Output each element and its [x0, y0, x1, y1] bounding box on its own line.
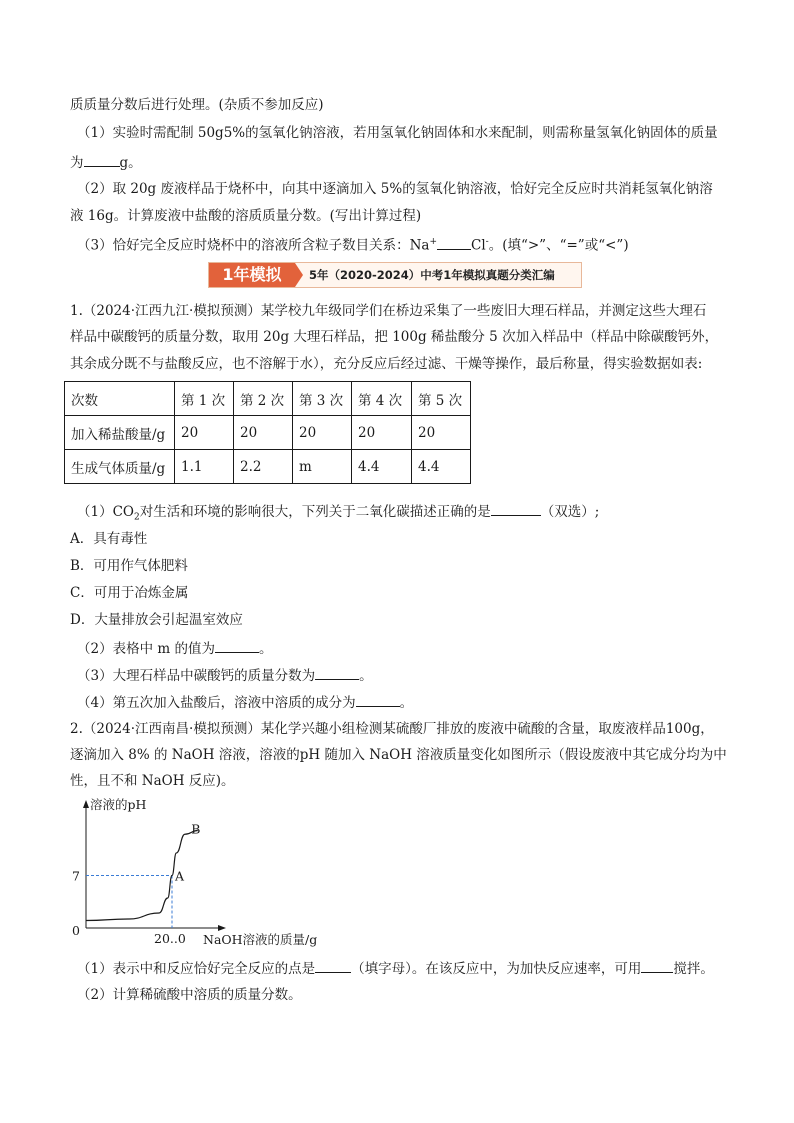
origin-label: 0 — [72, 923, 80, 938]
table-cell: 第 1 次 — [175, 382, 234, 416]
table-row — [65, 382, 471, 416]
table-cell: 20 — [175, 416, 234, 450]
answer-blank[interactable] — [84, 152, 120, 167]
x-axis-arrow — [218, 925, 226, 931]
table-cell: 20 — [412, 416, 471, 450]
option-b: B．可用作气体肥料 — [70, 558, 188, 574]
table-cell: 生成气体质量/g — [65, 450, 175, 484]
table-cell: 第 2 次 — [234, 382, 293, 416]
problem-1-line: 其余成分既不与盐酸反应，也不溶解于水），充分反应后经过滤、干燥等操作，最后称量，得实验数据如表: — [70, 356, 703, 372]
table-cell: 第 4 次 — [352, 382, 412, 416]
question-2: （2）取 20g 废液样品于烧杯中，向其中逐滴加入 5%的氢氧化钠溶液，恰好完全反应时共消耗氢氧化钠溶 — [77, 181, 713, 197]
answer-blank[interactable] — [315, 665, 359, 680]
question-1: （1）实验时需配制 50g5%的氢氧化钠溶液，若用氢氧化钠固体和水来配制，则需称量氢氧化钠固体的质量 — [77, 125, 718, 141]
question-3: （3）恰好完全反应时烧杯中的溶液所含粒子数目关系：Na+ Cl-。(填“>”、“=”或“<”) — [77, 233, 629, 255]
option-d: D．大量排放会引起温室效应 — [70, 612, 243, 628]
ph-chart — [60, 795, 350, 955]
p1-question-1: $(1)CO_2$对生活和环境的影响很大，下列关于二氧化碳描述正确的是 （双选）; — [77, 501, 599, 527]
question-1-cont: 为 g。 — [70, 152, 142, 172]
table-cell: 次数 — [65, 382, 175, 416]
x-tick-label: 20..0 — [154, 931, 186, 946]
data-table — [64, 381, 471, 484]
p2-question-2: （2）计算稀硫酸中溶质的质量分数。 — [77, 987, 302, 1003]
p1-question-4: （4）第五次加入盐酸后，溶液中溶质的成分为 。 — [77, 692, 413, 712]
y-axis-arrow — [83, 800, 89, 808]
table-cell: 2.2 — [234, 450, 293, 484]
table-cell: 4.4 — [352, 450, 412, 484]
y-tick-label: 7 — [72, 868, 80, 884]
answer-blank[interactable] — [215, 638, 259, 653]
answer-blank[interactable] — [437, 235, 471, 250]
point-label-b: B — [191, 821, 201, 837]
intro-line: 质质量分数后进行处理。(杂质不参加反应) — [70, 97, 324, 113]
table-cell: 20 — [234, 416, 293, 450]
table-row — [65, 416, 471, 450]
section-banner — [208, 262, 582, 288]
table-cell: 20 — [352, 416, 412, 450]
answer-blank[interactable] — [641, 958, 673, 973]
problem-1-line: 样品中碳酸钙的质量分数，取用 20g 大理石样品，把 100g 稀盐酸分 5 次加入样品中（样品中除碳酸钙外， — [70, 329, 719, 345]
x-axis-label: NaOH溶液的质量/g — [203, 932, 318, 947]
p1-question-2: （2）表格中 m 的值为 。 — [77, 638, 272, 658]
option-a: A．具有毒性 — [70, 531, 148, 547]
question-2-cont: 液 16g。计算废液中盐酸的溶质质量分数。(写出计算过程) — [70, 208, 422, 224]
y-axis-label: 溶液的pH — [90, 797, 147, 812]
problem-2-line: 逐滴加入 8% 的 NaOH 溶液，溶液的pH 随加入 NaOH 溶液质量变化如图所示（假设废液中其它成分均为中 — [70, 747, 727, 763]
answer-blank[interactable] — [315, 958, 351, 973]
table-cell: 加入稀盐酸量/g — [65, 416, 175, 450]
table-cell: m — [293, 450, 352, 484]
option-c: C．可用于冶炼金属 — [70, 585, 189, 601]
table-cell: 第 3 次 — [293, 382, 352, 416]
table-cell: 20 — [293, 416, 352, 450]
problem-2-line: 性，且不和 NaOH 反应)。 — [70, 773, 235, 789]
problem-1-line: 1.（2024·江西九江·模拟预测）某学校九年级同学们在桥边采集了一些废旧大理石样品，并测定这些大理石 — [70, 303, 707, 319]
answer-blank[interactable] — [356, 692, 400, 707]
answer-blank[interactable] — [491, 501, 541, 516]
p1-question-3: （3）大理石样品中碳酸钙的质量分数为 。 — [77, 665, 373, 685]
table-cell: 第 5 次 — [412, 382, 471, 416]
p2-question-1: （1）表示中和反应恰好完全反应的点是 （填字母）。在该反应中，为加快反应速率，可用 搅拌。 — [77, 958, 714, 978]
problem-2-line: 2.（2024·江西南昌·模拟预测）某化学兴趣小组检测某硫酸厂排放的废液中硫酸的含量，取废液样品100g， — [70, 721, 714, 737]
table-cell: 1.1 — [175, 450, 234, 484]
point-label-a: A — [175, 868, 185, 884]
table-cell: 4.4 — [412, 450, 471, 484]
banner-text: 5年（2020-2024）中考1年模拟真题分类汇编 — [309, 268, 555, 282]
banner-tag: 1年模拟 — [209, 263, 295, 287]
table-row — [65, 450, 471, 484]
